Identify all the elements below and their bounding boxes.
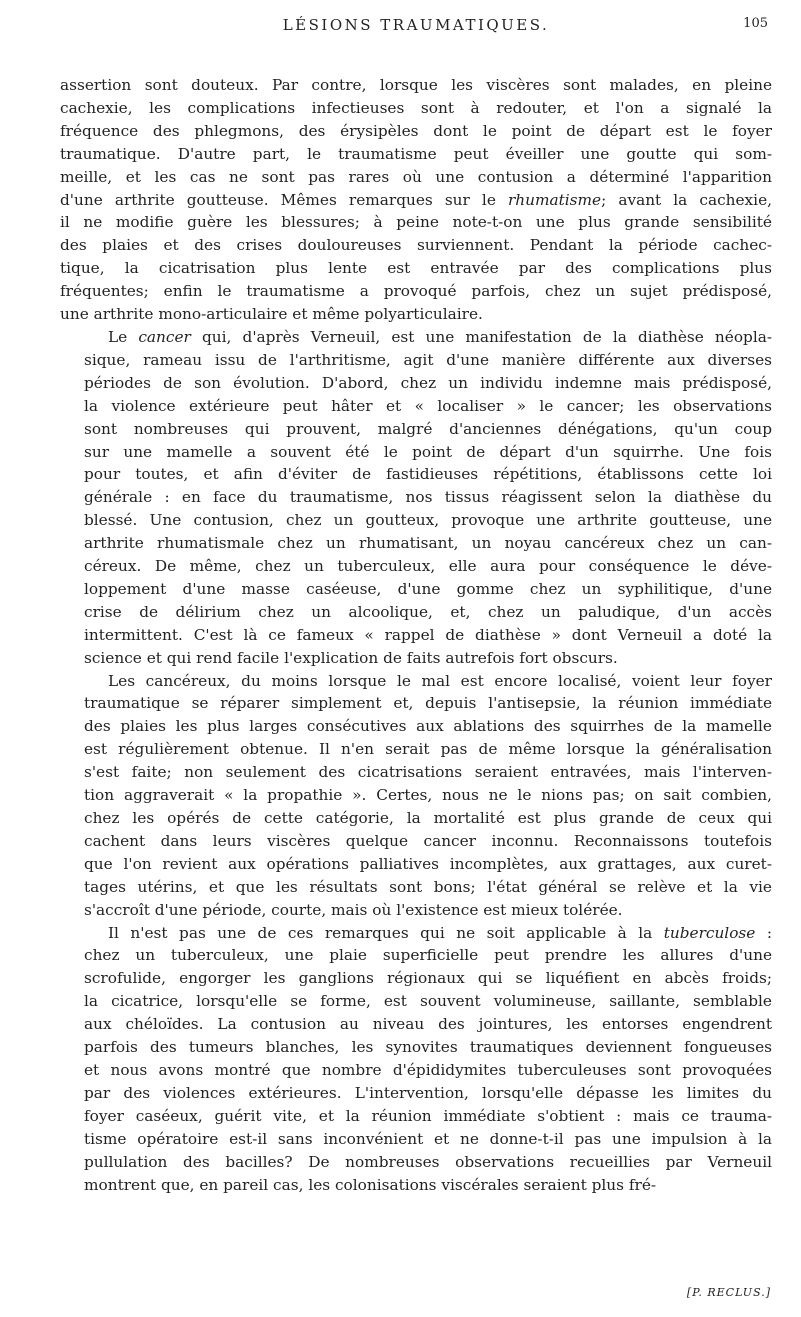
- text-fragment: :: [755, 923, 772, 942]
- text-line: tisme opératoire est-il sans inconvénient et ne donne-t-il pas une impulsion à la: [84, 1129, 772, 1148]
- text-line: parfois des tumeurs blanches, les synovites traumatiques deviennent fongueuses: [84, 1038, 772, 1057]
- text-line: traumatique. D'autre part, le traumatisme peut éveiller une goutte qui som-: [60, 144, 772, 163]
- text-line: céreux. De même, chez un tuberculeux, elle aura pour conséquence le déve-: [84, 557, 772, 576]
- paragraph-2: [60, 326, 772, 670]
- text-line: sont nombreuses qui prouvent, malgré d'anciennes dénégations, qu'un coup: [84, 419, 772, 438]
- text-line: et nous avons montré que nombre d'épididymites tuberculeuses sont provoquées: [84, 1060, 772, 1079]
- text-line: foyer caséeux, guérit vite, et la réunion immédiate s'obtient : mais ce trauma-: [84, 1106, 772, 1125]
- text-line: la violence extérieure peut hâter et « localiser » le cancer; les observations: [84, 396, 772, 415]
- paragraph-1: [60, 74, 772, 326]
- running-head: LÉSIONS TRAUMATIQUES.: [282, 16, 550, 34]
- text-line: chez les opérés de cette catégorie, la mortalité est plus grande de ceux qui: [84, 809, 772, 827]
- text-line: pour toutes, et afin d'éviter de fastidieuses répétitions, établissons cette loi: [84, 465, 772, 484]
- text-line: s'est faite; non seulement des cicatrisations seraient entravées, mais l'interven-: [84, 763, 772, 782]
- text-line: cachexie, les complications infectieuses sont à redouter, et l'on a signalé la: [60, 98, 772, 117]
- text-line: science et qui rend facile l'explication de faits autrefois fort obscurs.: [84, 648, 618, 667]
- paragraph-4: [60, 922, 772, 1197]
- text-line: il ne modifie guère les blessures; à peine note-t-on une plus grande sensibilité: [60, 213, 772, 232]
- text-fragment: qui, d'après Verneuil, est une manifestation de la diathèse néopla-: [190, 327, 772, 346]
- text-line: cachent dans leurs viscères quelque cancer inconnu. Reconnaissons toutefois: [84, 831, 772, 850]
- text-line: sur une mamelle a souvent été le point de départ d'un squirrhe. Une fois: [84, 442, 772, 461]
- text-line: blessé. Une contusion, chez un goutteux, provoque une arthrite goutteuse, une: [84, 511, 772, 530]
- text-line: [60, 922, 772, 945]
- text-line: scrofulide, engorger les ganglions régionaux qui se liquéfient en abcès froids;: [84, 969, 772, 988]
- text-line: est régulièrement obtenue. Il n'en serait pas de même lorsque la généralisation: [84, 740, 772, 759]
- text-fragment: ; avant la cachexie,: [601, 190, 772, 209]
- text-line: aux chéloïdes. La contusion au niveau des jointures, les entorses engendrent: [84, 1015, 772, 1034]
- text-line: pullulation des bacilles? De nombreuses observations recueillies par Verneuil: [84, 1152, 772, 1171]
- text-line: tion aggraverait « la propathie ». Certes, nous ne le nions pas; on sait combien,: [84, 786, 772, 805]
- text-line: sique, rameau issu de l'arthritisme, agit d'une manière différente aux diverses: [84, 350, 772, 369]
- text-line: générale : en face du traumatisme, nos tissus réagissent selon la diathèse du: [84, 488, 772, 507]
- text-line: par des violences extérieures. L'intervention, lorsqu'elle dépasse les limites du: [84, 1083, 772, 1102]
- text-line: Les cancéreux, du moins lorsque le mal est encore localisé, voient leur foyer: [108, 671, 772, 690]
- text-line: des plaies les plus larges consécutives aux ablations des squirrhes de la mamelle: [84, 717, 772, 736]
- page-number: 105: [743, 16, 768, 31]
- text-line: assertion sont douteux. Par contre, lorsque les viscères sont malades, en pleine: [60, 76, 772, 94]
- text-line: meille, et les cas ne sont pas rares où une contusion a déterminé l'apparition: [60, 167, 772, 186]
- text-line: intermittent. C'est là ce fameux « rappel de diathèse » dont Verneuil a doté la: [84, 625, 772, 644]
- text-fragment: d'une arthrite goutteuse. Mêmes remarques sur le: [60, 190, 508, 209]
- text-line: fréquence des phlegmons, des érysipèles dont le point de départ est le foyer: [60, 121, 772, 140]
- text-line: [60, 189, 772, 212]
- text-line: que l'on revient aux opérations palliatives incomplètes, aux grattages, aux curet-: [84, 854, 772, 873]
- text-line: tique, la cicatrisation plus lente est entravée par des complications plus: [60, 259, 772, 278]
- page-body: [60, 36, 772, 1196]
- text-line: traumatique se réparer simplement et, depuis l'antisepsie, la réunion immédiate: [84, 694, 772, 713]
- text-line: une arthrite mono-articulaire et même polyarticulaire.: [60, 305, 483, 324]
- text-line: des plaies et des crises douloureuses surviennent. Pendant la période cachec-: [60, 236, 772, 255]
- text-line: crise de délirium chez un alcoolique, et, chez un paludique, d'un accès: [84, 602, 772, 621]
- text-line: arthrite rhumatismale chez un rhumatisant, un noyau cancéreux chez un can-: [84, 534, 772, 553]
- text-fragment: Le: [108, 327, 139, 346]
- italic-term: rhumatisme: [507, 190, 602, 209]
- text-fragment: Il n'est pas une de ces remarques qui ne soit applicable à la: [108, 923, 664, 942]
- text-line: tages utérins, et que les résultats sont bons; l'état général se relève et la vie: [84, 877, 772, 896]
- italic-term: tuberculose: [663, 923, 756, 942]
- text-line: la cicatrice, lorsqu'elle se forme, est souvent volumineuse, saillante, semblable: [84, 992, 772, 1011]
- text-line: fréquentes; enfin le traumatisme a provoqué parfois, chez un sujet prédisposé,: [60, 282, 772, 301]
- paragraph-3: [60, 670, 772, 922]
- text-line: s'accroît d'une période, courte, mais où l'existence est mieux tolérée.: [84, 900, 623, 919]
- italic-term: cancer: [138, 327, 191, 346]
- text-line: loppement d'une masse caséeuse, d'une gomme chez un syphilitique, d'une: [84, 579, 772, 598]
- text-line: montrent que, en pareil cas, les colonisations viscérales seraient plus fré-: [84, 1175, 657, 1194]
- signature: [P. RECLUS.]: [686, 1286, 771, 1299]
- text-line: chez un tuberculeux, une plaie superficielle peut prendre les allures d'une: [84, 946, 772, 965]
- text-line: périodes de son évolution. D'abord, chez un individu indemne mais prédisposé,: [84, 373, 772, 392]
- text-line: [60, 326, 772, 349]
